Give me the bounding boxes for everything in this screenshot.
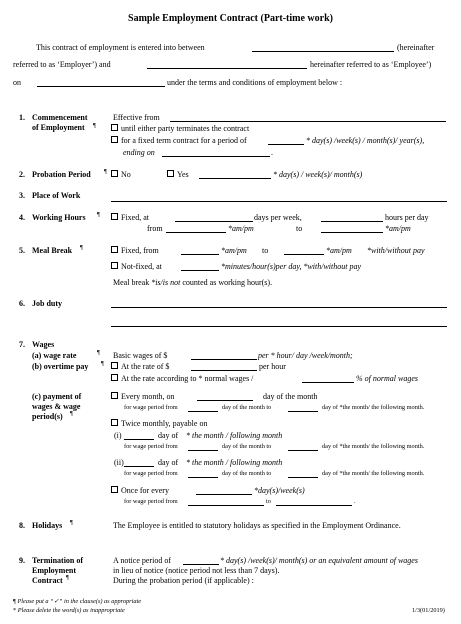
working-to-label: to	[296, 224, 303, 233]
hours-per-day-label: hours per day	[385, 213, 429, 222]
pay-every-month-blank[interactable]	[197, 400, 253, 401]
wage-period-2-to-blank[interactable]	[288, 450, 318, 451]
effective-from-blank[interactable]	[170, 121, 446, 122]
footnote-1: ¶ Please put a “✓” in the clause(s) as appropriate	[13, 598, 142, 605]
wage-period-3-end: day of *the month/ the following month.	[322, 470, 425, 477]
working-to-blank[interactable]	[321, 232, 383, 233]
basic-wages-blank[interactable]	[191, 359, 257, 360]
asterisk-mark: *	[13, 607, 17, 614]
overtime-pay-label: (b) overtime pay	[32, 362, 89, 371]
note-mark-3: ¶	[97, 211, 100, 218]
hours-per-day-blank[interactable]	[321, 221, 383, 222]
note-mark-10: ¶	[13, 598, 16, 605]
meal-from-blank[interactable]	[181, 254, 219, 255]
s1-option-1-checkbox[interactable]	[111, 124, 118, 131]
working-from-blank[interactable]	[166, 232, 226, 233]
intro-line-3: under the terms and conditions of employment below :	[167, 78, 343, 87]
job-duty-blank-2[interactable]	[111, 326, 447, 327]
s1-option-1[interactable]: until either party terminates the contract	[111, 124, 249, 134]
s1-option-2[interactable]: for a fixed term contract for a period of	[111, 136, 247, 146]
basic-wages-label: Basic wages of $	[113, 351, 168, 360]
pay-once-every-unit: *day(s)/week(s)	[254, 486, 305, 495]
notice-period-label: A notice period of	[113, 556, 171, 565]
notice-period-blank[interactable]	[183, 564, 219, 565]
ending-on-dot: .	[271, 148, 273, 157]
meal-fixed[interactable]: Fixed, from	[111, 246, 159, 256]
section-8-number: 8.	[19, 521, 25, 530]
pay-once-every[interactable]: Once for every	[111, 486, 169, 496]
payment-label-1: (c) payment of	[32, 392, 82, 401]
fixed-term-unit: * day(s) /week(s) / month(s)/ year(s),	[306, 136, 425, 145]
days-per-week-label: days per week,	[254, 213, 302, 222]
employee-name-blank[interactable]	[147, 68, 307, 69]
overtime-rate-1[interactable]: At the rate of $	[111, 362, 169, 372]
section-9-heading-3: Contract	[32, 576, 63, 585]
contract-date-blank[interactable]	[37, 86, 165, 87]
payment-label-3: period(s)	[32, 412, 63, 421]
intro-line-1-end: (hereinafter	[397, 43, 435, 52]
overtime-rate-1-blank[interactable]	[191, 370, 257, 371]
section-5-number: 5.	[19, 246, 25, 255]
section-8-heading: Holidays	[32, 521, 63, 530]
days-per-week-blank[interactable]	[175, 221, 253, 222]
note-mark-7: ¶	[70, 410, 73, 417]
section-9-number: 9.	[19, 556, 25, 565]
place-of-work-blank[interactable]	[111, 201, 447, 202]
overtime-rate-2[interactable]: At the rate according to * normal wages /	[111, 374, 253, 384]
wage-period-4-dot: .	[354, 498, 356, 505]
section-4-heading: Working Hours	[32, 213, 86, 222]
pay-twice-i-unit: * the month / following month	[186, 431, 283, 440]
pay-every-month-dayof: day of the month	[263, 392, 318, 401]
overtime-rate-2-checkbox[interactable]	[111, 374, 118, 381]
probation-period-blank[interactable]	[199, 178, 271, 179]
pay-twice-monthly-checkbox[interactable]	[111, 419, 118, 426]
probation-yes-checkbox[interactable]	[167, 170, 174, 177]
meal-not-fixed-checkbox[interactable]	[111, 262, 118, 269]
probation-unit: * day(s) / week(s)/ month(s)	[273, 170, 363, 179]
meal-fixed-checkbox[interactable]	[111, 246, 118, 253]
section-3-heading: Place of Work	[32, 191, 81, 200]
probation-yes[interactable]: Yes	[167, 170, 189, 180]
meal-counted-text: Meal break *is/is not counted as working hour(s).	[113, 278, 273, 287]
meal-pay: *with/without pay	[367, 246, 425, 255]
note-mark-5: ¶	[97, 349, 100, 356]
pay-every-month[interactable]: Every month, on	[111, 392, 175, 402]
overtime-rate-2-blank[interactable]	[302, 382, 354, 383]
meal-from-ampm: *am/pm	[221, 246, 247, 255]
page-title: Sample Employment Contract (Part-time work)	[128, 13, 333, 24]
pay-twice-ii-dayof: day of	[158, 458, 179, 467]
overtime-rate-2-unit: % of normal wages	[356, 374, 418, 383]
section-1-number: 1.	[19, 113, 25, 122]
working-from-label: from	[147, 224, 163, 233]
working-fixed-checkbox[interactable]	[111, 213, 118, 220]
section-9-heading-1: Termination of	[32, 556, 84, 565]
section-9-heading-2: Employment	[32, 566, 76, 575]
section-7-heading: Wages	[32, 340, 55, 349]
section-6-heading: Job duty	[32, 299, 63, 308]
meal-minutes-unit: *minutes/hour(s)per day, *with/without pay	[221, 262, 361, 271]
wage-period-4-to: to	[266, 498, 271, 505]
basic-wages-unit: per * hour/ day /week/month;	[258, 351, 353, 360]
pay-once-every-blank[interactable]	[196, 494, 252, 495]
wage-period-4-label: for wage period from	[124, 498, 178, 505]
wage-period-1-mid: day of the month to	[222, 404, 272, 411]
job-duty-blank-1[interactable]	[111, 307, 447, 308]
wage-period-4-to-blank[interactable]	[276, 505, 352, 506]
wage-period-2-label: for wage period from	[124, 443, 178, 450]
wage-period-1-label: for wage period from	[124, 404, 178, 411]
section-7-number: 7.	[19, 340, 25, 349]
probation-no[interactable]: No	[111, 170, 131, 180]
wage-period-3-to-blank[interactable]	[288, 477, 318, 478]
note-mark-1: ¶	[93, 122, 96, 129]
section-3-number: 3.	[19, 191, 25, 200]
holidays-text: The Employee is entitled to statutory holidays as specified in the Employment Ordinance.	[113, 521, 401, 530]
overtime-rate-1-unit: per hour	[259, 362, 286, 371]
ending-on-label: ending on	[123, 148, 155, 157]
pay-twice-ii-blank[interactable]	[124, 466, 154, 467]
footnote-2: * Please delete the word(s) as inappropriate	[13, 607, 125, 614]
wage-period-2-end: day of *the month/ the following month.	[322, 443, 425, 450]
wage-period-4-from-blank[interactable]	[188, 505, 264, 506]
section-4-number: 4.	[19, 213, 25, 222]
meal-not-fixed[interactable]: Not-fixed, at	[111, 262, 162, 272]
pay-every-month-checkbox[interactable]	[111, 392, 118, 399]
overtime-rate-1-checkbox[interactable]	[111, 362, 118, 369]
meal-minutes-blank[interactable]	[181, 270, 219, 271]
intro-line-1: This contract of employment is entered into between	[36, 43, 205, 52]
intro-on-label: on	[13, 78, 21, 87]
note-mark-4: ¶	[80, 244, 83, 251]
section-1-heading-2: of Employment	[32, 123, 85, 132]
note-mark-8: ¶	[70, 519, 73, 526]
note-mark-9: ¶	[66, 574, 69, 581]
ending-on-blank[interactable]	[162, 156, 270, 157]
working-fixed[interactable]: Fixed, at	[111, 213, 149, 223]
fixed-term-period-blank[interactable]	[268, 144, 304, 145]
section-2-number: 2.	[19, 170, 25, 179]
notice-period-unit: * day(s) /week(s)/ month(s) or an equivalent amount of wages	[220, 556, 418, 565]
pay-twice-i-dayof: day of	[158, 431, 179, 440]
wage-period-3-from-blank[interactable]	[188, 477, 218, 478]
wage-period-1-from-blank[interactable]	[188, 411, 218, 412]
notice-in-lieu: in lieu of notice (notice period not less than 7 days).	[113, 566, 280, 575]
working-to-ampm: *am/pm	[385, 224, 411, 233]
probation-no-checkbox[interactable]	[111, 170, 118, 177]
pay-twice-ii-unit: * the month / following month	[186, 458, 283, 467]
pay-twice-i: (i)	[114, 431, 122, 440]
effective-from-label: Effective from	[113, 113, 160, 122]
meal-to-blank[interactable]	[284, 254, 324, 255]
meal-to-ampm: *am/pm	[326, 246, 352, 255]
intro-line-2-end: hereinafter referred to as ‘Employee’)	[310, 60, 432, 69]
payment-label-2: wages & wage	[32, 402, 81, 411]
note-mark-2: ¶	[104, 168, 107, 175]
note-mark-6: ¶	[101, 360, 104, 367]
section-1-heading-1: Commencement	[32, 113, 88, 122]
wage-period-2-from-blank[interactable]	[188, 450, 218, 451]
s1-option-2-checkbox[interactable]	[111, 136, 118, 143]
page-number: 1/3(01/2019)	[412, 607, 445, 614]
wage-period-2-mid: day of the month to	[222, 443, 272, 450]
working-from-ampm: *am/pm	[228, 224, 254, 233]
wage-period-1-end: day of *the month/ the following month.	[322, 404, 425, 411]
wage-period-1-to-blank[interactable]	[288, 411, 318, 412]
pay-twice-ii: (ii)	[114, 458, 124, 467]
intro-line-2: referred to as ‘Employer’) and	[13, 60, 111, 69]
pay-twice-i-blank[interactable]	[124, 439, 154, 440]
section-6-number: 6.	[19, 299, 25, 308]
wage-rate-label: (a) wage rate	[32, 351, 77, 360]
pay-twice-monthly[interactable]: Twice monthly, payable on	[111, 419, 207, 429]
pay-once-every-checkbox[interactable]	[111, 486, 118, 493]
employer-name-blank[interactable]	[252, 51, 394, 52]
meal-to-label: to	[262, 246, 269, 255]
wage-period-3-mid: day of the month to	[222, 470, 272, 477]
section-2-heading: Probation Period	[32, 170, 91, 179]
wage-period-3-label: for wage period from	[124, 470, 178, 477]
probation-notice: During the probation period (if applicable) :	[113, 576, 254, 585]
section-5-heading: Meal Break	[32, 246, 73, 255]
